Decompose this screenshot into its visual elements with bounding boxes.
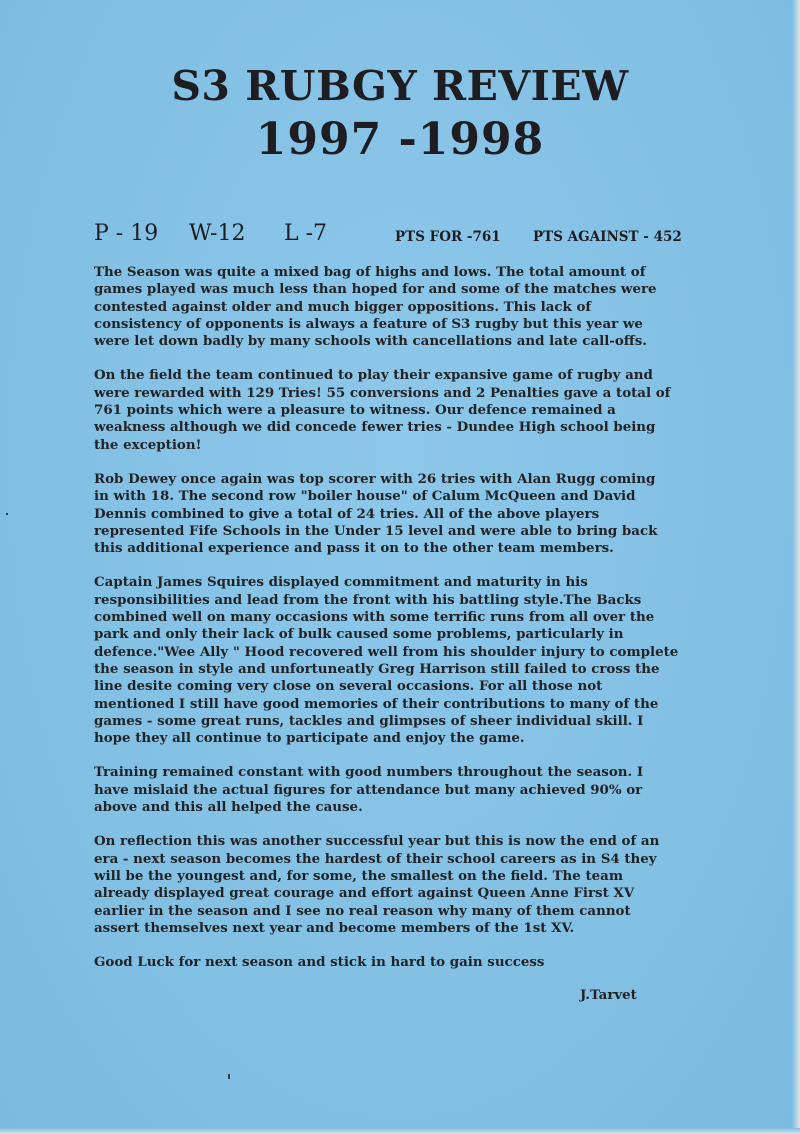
- stat-lost: L -7: [284, 221, 328, 246]
- author-signature: J.Tarvet: [580, 987, 637, 1003]
- paragraph-top-scorers: Rob Dewey once again was top scorer with 26 tries with Alan Rugg coming in with 18. The second row "boiler house" of Calum McQueen and David Dennis combined to give a total of 24 tries. All of the above players represented Fife Schools in the Under 15 level and were able to bring back this additional experience and pass it on to the other team members.: [94, 470, 658, 557]
- stat-points-against: PTS AGAINST - 452: [533, 229, 682, 245]
- paragraph-training: Training remained constant with good numbers throughout the season. I have mislaid the actual figures for attendance but many achieved 90% or above and this all helped the cause.: [94, 764, 644, 816]
- paragraph-on-the-field: On the field the team continued to play their expansive game of rugby and were rewarded with 129 Tries! 55 conversions and 2 Penalties gave a total of 761 points which were a pleasure to witness. Our defence remained a weakness although we did concede fewer tries - Dundee High school being the exception!: [94, 367, 671, 453]
- page-edge-right: [792, 0, 800, 1134]
- review-body: [94, 264, 712, 971]
- stat-points-for: PTS FOR -761: [395, 229, 501, 245]
- paragraph-reflection: On reflection this was another successful year but this is now the end of an era - next season becomes the hardest of their school careers as in S4 they will be the youngest and, for some, the smallest on the field. The team already displayed great courage and effort against Queen Anne First XV earlier in the season and I see no real reason why many of them cannot assert themselves next year and become members of the 1st XV.: [94, 833, 660, 936]
- stat-played: P - 19: [94, 221, 159, 246]
- closing-line: Good Luck for next season and stick in hard to gain success: [94, 954, 545, 971]
- ink-speck: [228, 1074, 230, 1079]
- page-title: S3 RUBGY REVIEW: [171, 62, 629, 110]
- page-subtitle-years: 1997 -1998: [255, 114, 545, 165]
- paragraph-captain-and-backs: Captain James Squires displayed commitment and maturity in his responsibilities and lead from the front with his battling style.The Backs combined well on many occasions with some terrific runs from all over the park and only their lack of bulk caused some problems, particularly in defence."Wee Ally " Hood recovered well from his shoulder injury to complete the season in style and unfortuneatly Greg Harrison still failed to cross the line desite coming very close on several occasions. For all those not mentioned I still have good memories of their contributions to many of the games - some great runs, tackles and glimpses of sheer individual skill. I hope they all continue to participate and enjoy the game.: [94, 574, 679, 747]
- ink-speck: [6, 513, 8, 515]
- paragraph-season-summary: The Season was quite a mixed bag of highs and lows. The total amount of games played was much less than hoped for and some of the matches were contested against older and much bigger oppositions. This lack of consistency of opponents is always a feature of S3 rugby but this year we were let down badly by many schools with cancellations and late call-offs.: [94, 264, 657, 350]
- stat-won: W-12: [189, 221, 246, 246]
- page-edge-bottom: [0, 1128, 800, 1134]
- season-stats: [94, 221, 714, 253]
